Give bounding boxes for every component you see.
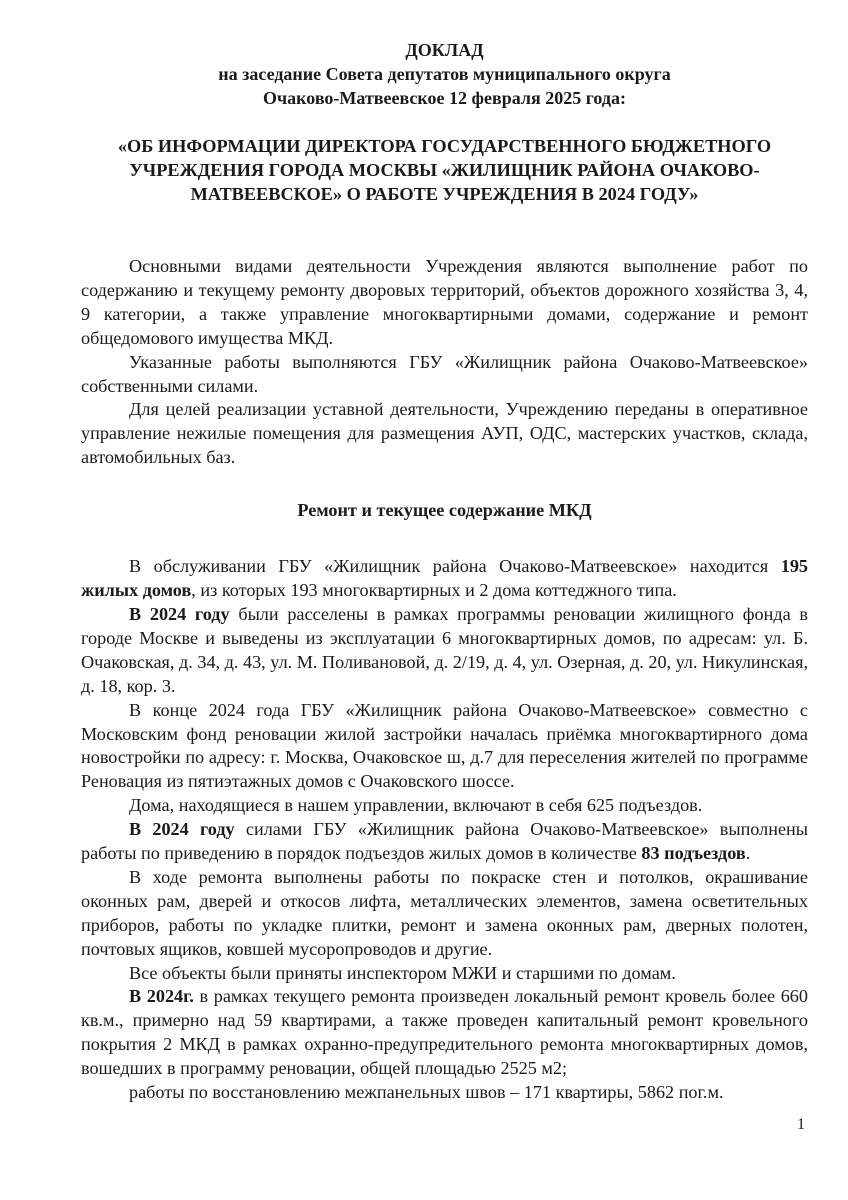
report-header bbox=[81, 38, 808, 110]
entrances-count: 83 подъездов bbox=[641, 843, 746, 864]
section-paragraph-2: В 2024 году были расселены в рамках программы реновации жилищного фонда в городе Москве и выведены из эксплуатации 6 многоквартирных домов, по адресам: ул. Б. Очаковская, д. 34, д. 43, ул. М. Поливановой, д. 2/19, д. 4, ул. Озерная, д. 20, ул. Никулинская, д. 18, кор. 3. bbox=[81, 603, 808, 696]
section-heading: Ремонт и текущее содержание МКД bbox=[297, 500, 592, 521]
report-subtitle-line2: Очаково-Матвеевское 12 февраля 2025 года: bbox=[262, 88, 627, 108]
topic-line3: МАТВЕЕВСКОЕ» О РАБОТЕ УЧРЕЖДЕНИЯ В 2024 ГОДУ» bbox=[190, 184, 699, 204]
section-paragraph-6: В ходе ремонта выполнены работы по покраске стен и потолков, окрашивание оконных рам, дверей и откосов лифта, металлических элементов, замена осветительных приборов, работы по укладке плитки, ремонт и замена оконных рам, дверных полотен, почтовых ящиков, ковшей мусоропроводов и другие. bbox=[81, 866, 808, 959]
houses-count: 195 жилых домов bbox=[81, 556, 808, 601]
year-emphasis: В 2024г. bbox=[129, 986, 194, 1007]
year-emphasis: В 2024 году bbox=[129, 603, 230, 624]
report-subtitle-line1: на заседание Совета депутатов муниципального округа bbox=[218, 64, 671, 84]
section-paragraph-7: Все объекты были приняты инспектором МЖИ и старшими по домам. bbox=[129, 962, 676, 983]
topic-line2: УЧРЕЖДЕНИЯ ГОРОДА МОСКВЫ «ЖИЛИЩНИК РАЙОНА ОЧАКОВО- bbox=[129, 160, 760, 180]
page-number: 1 bbox=[797, 1116, 805, 1133]
intro-paragraph-3: Для целей реализации уставной деятельности, Учреждению переданы в оперативное управление нежилые помещения для размещения АУП, ОДС, мастерских участков, склада, автомобильных баз. bbox=[81, 399, 808, 468]
repair-section bbox=[81, 555, 808, 1105]
intro-section bbox=[81, 255, 808, 470]
report-topic bbox=[81, 134, 808, 206]
section-paragraph-8: В 2024г. в рамках текущего ремонта произведен локальный ремонт кровель более 660 кв.м., примерно над 59 квартирами, а также проведен капитальный ремонт кровельного покрытия 2 МКД в рамках охранно-предупредительного ремонта многоквартирных домов, вошедших в программу реновации, общей площадью 2525 м2; bbox=[81, 986, 808, 1079]
section-paragraph-9: работы по восстановлению межпанельных швов – 171 квартиры, 5862 пог.м. bbox=[129, 1082, 724, 1103]
section-paragraph-4: Дома, находящиеся в нашем управлении, включают в себя 625 подъездов. bbox=[129, 795, 703, 816]
section-paragraph-3: В конце 2024 года ГБУ «Жилищник района Очаково-Матвеевское» совместно с Московским фонд реновации жилой застройки началась приёмка многоквартирного дома новостройки по адресу: г. Москва, Очаковское ш, д.7 для переселения жителей по программе Реновация из пятиэтажных домов с Очаковского шоссе. bbox=[81, 699, 808, 792]
topic-line1: «ОБ ИНФОРМАЦИИ ДИРЕКТОРА ГОСУДАРСТВЕННОГО БЮДЖЕТНОГО bbox=[117, 136, 772, 156]
section-paragraph-1: В обслуживании ГБУ «Жилищник района Очаково-Матвеевское» находится 195 жилых домов, из которых 193 многоквартирных и 2 дома коттеджного типа. bbox=[81, 556, 808, 601]
section-paragraph-5: В 2024 году силами ГБУ «Жилищник района Очаково-Матвеевское» выполнены работы по приведению в порядок подъездов жилых домов в количестве 83 подъездов. bbox=[81, 819, 808, 864]
intro-paragraph-2: Указанные работы выполняются ГБУ «Жилищник района Очаково-Матвеевское» собственными силами. bbox=[81, 351, 808, 396]
year-emphasis: В 2024 году bbox=[129, 819, 235, 840]
report-title: ДОКЛАД bbox=[405, 40, 484, 60]
intro-paragraph-1: Основными видами деятельности Учреждения являются выполнение работ по содержанию и текущему ремонту дворовых территорий, объектов дорожного хозяйства 3, 4, 9 категории, а также управление многоквартирными домами, содержание и ремонт общедомового имущества МКД. bbox=[81, 256, 808, 348]
